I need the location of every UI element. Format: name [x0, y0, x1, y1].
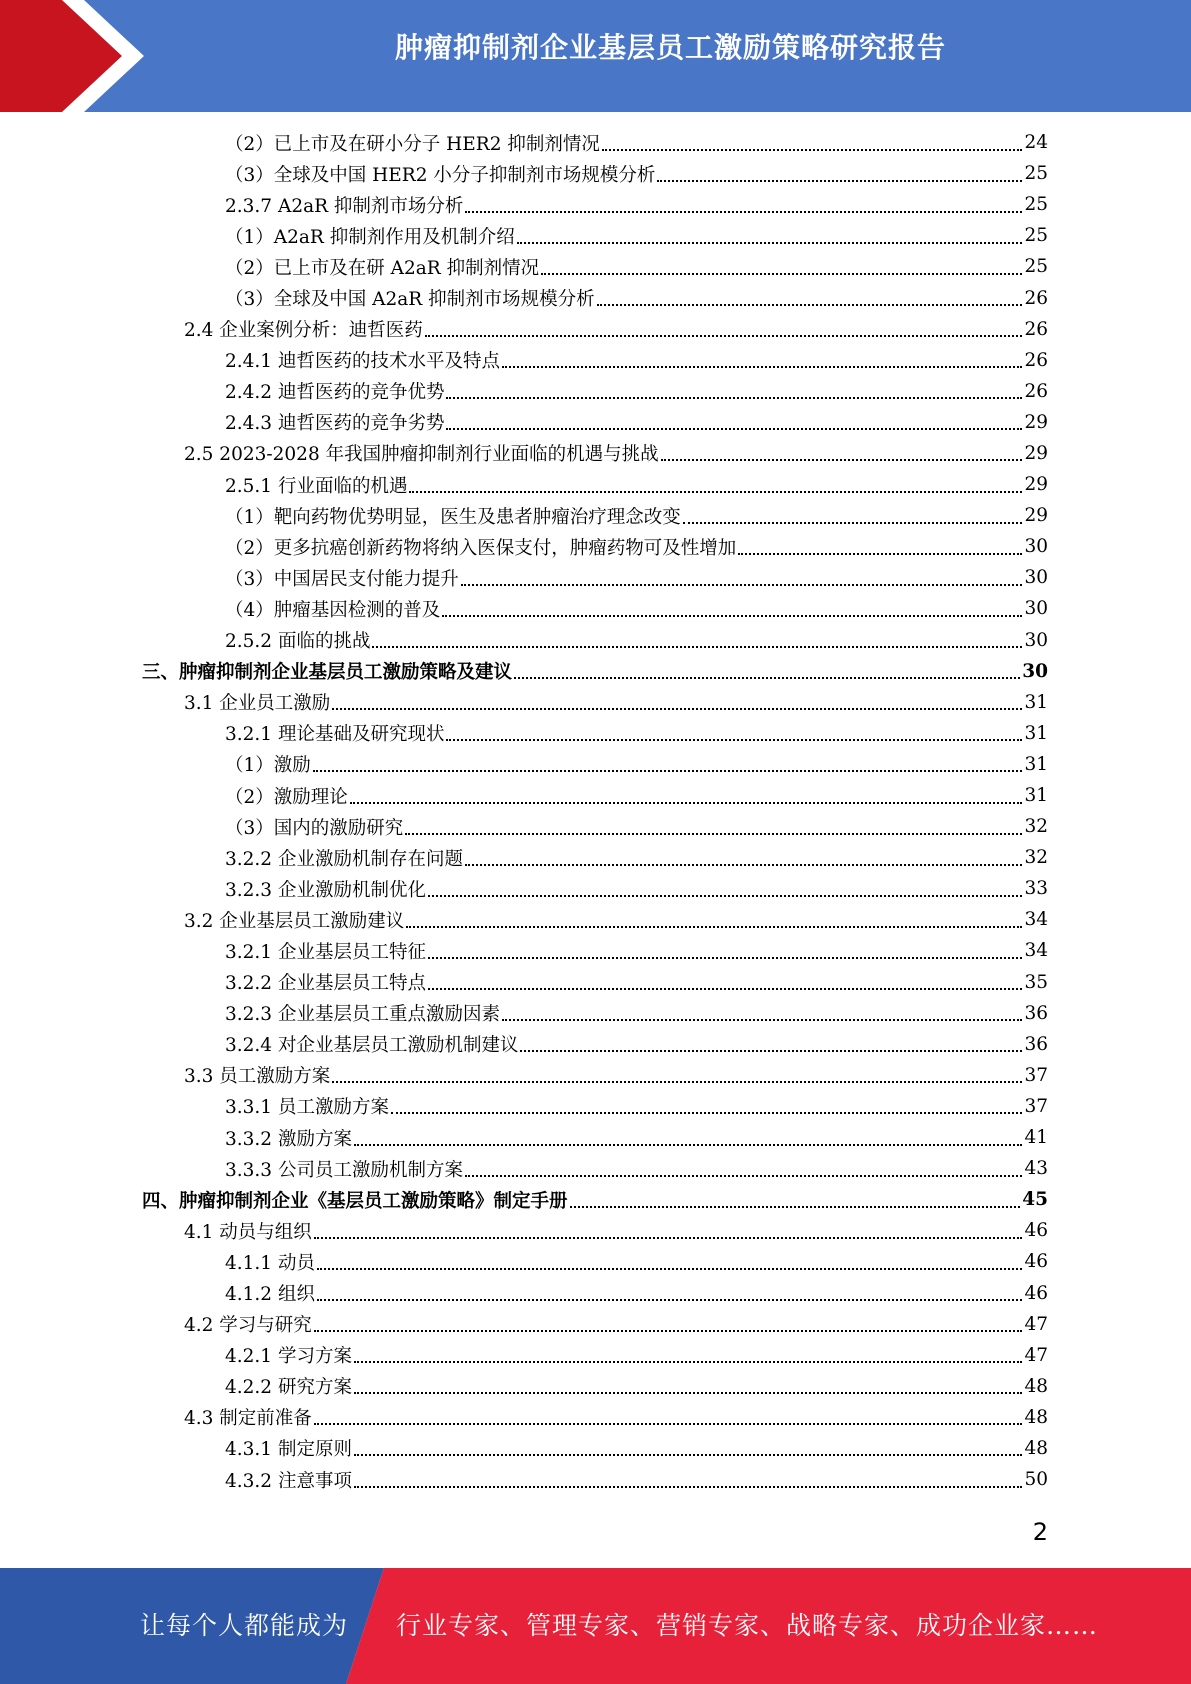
toc-entry-title: 2.4.1 迪哲医药的技术水平及特点 — [225, 351, 500, 373]
toc-dot-leader — [350, 802, 1023, 804]
toc-dot-leader — [657, 180, 1022, 182]
toc-entry[interactable] — [0, 904, 1191, 935]
toc-entry[interactable] — [0, 1215, 1191, 1246]
toc-dot-leader — [602, 149, 1023, 151]
toc-entry-page: 48 — [1024, 1406, 1048, 1428]
toc-entry[interactable] — [0, 1091, 1191, 1122]
toc-dot-leader — [354, 1392, 1023, 1394]
toc-entry[interactable] — [0, 562, 1191, 593]
toc-entry-title: 3.3.2 激励方案 — [225, 1128, 352, 1150]
toc-entry-page: 37 — [1024, 1095, 1048, 1117]
report-title: 肿瘤抑制剂企业基层员工激励策略研究报告 — [394, 31, 946, 64]
toc-dot-leader — [332, 708, 1022, 710]
toc-entry-page: 29 — [1024, 474, 1048, 496]
toc-entry-title: （1）A2aR 抑制剂作用及机制介绍 — [225, 226, 515, 248]
toc-entry[interactable] — [0, 531, 1191, 562]
toc-entry[interactable] — [0, 314, 1191, 345]
toc-dot-leader — [317, 1268, 1023, 1270]
toc-entry-page: 30 — [1024, 536, 1048, 558]
toc-entry-page: 46 — [1024, 1220, 1048, 1242]
toc-entry-title: 2.5 2023-2028 年我国肿瘤抑制剂行业面临的机遇与挑战 — [184, 444, 659, 466]
toc-dot-leader — [520, 1050, 1022, 1052]
toc-dot-leader — [405, 833, 1022, 835]
toc-entry-title: 4.2.1 学习方案 — [225, 1346, 352, 1368]
toc-entry-page: 45 — [1022, 1189, 1048, 1211]
toc-dot-leader — [502, 1019, 1022, 1021]
toc-dot-leader — [683, 522, 1023, 524]
toc-entry-title: 3.3 员工激励方案 — [184, 1066, 331, 1088]
toc-entry[interactable] — [0, 1277, 1191, 1308]
toc-entry-page: 24 — [1024, 132, 1048, 154]
toc-dot-leader — [446, 739, 1022, 741]
toc-entry[interactable] — [0, 1153, 1191, 1184]
toc-entry-page: 34 — [1024, 909, 1048, 931]
toc-entry-page: 26 — [1024, 318, 1048, 340]
toc-entry-page: 47 — [1024, 1313, 1048, 1335]
toc-entry-title: 3.3.3 公司员工激励机制方案 — [225, 1159, 463, 1181]
toc-entry-page: 32 — [1024, 816, 1048, 838]
toc-entry-page: 30 — [1022, 660, 1048, 682]
toc-entry[interactable] — [0, 469, 1191, 500]
toc-entry[interactable] — [0, 127, 1191, 158]
toc-dot-leader — [517, 242, 1023, 244]
toc-entry[interactable] — [0, 687, 1191, 718]
toc-entry-title: 4.1.1 动员 — [225, 1252, 315, 1274]
toc-entry[interactable] — [0, 1122, 1191, 1153]
toc-entry-page: 25 — [1024, 194, 1048, 216]
toc-entry-page: 31 — [1024, 753, 1048, 775]
toc-entry[interactable] — [0, 345, 1191, 376]
toc-entry-page: 31 — [1024, 691, 1048, 713]
toc-entry-title: 2.4.3 迪哲医药的竞争劣势 — [225, 413, 445, 435]
toc-entry[interactable] — [0, 376, 1191, 407]
toc-entry-page: 36 — [1024, 1033, 1048, 1055]
toc-entry[interactable] — [0, 1029, 1191, 1060]
toc-entry[interactable] — [0, 1464, 1191, 1495]
toc-dot-leader — [738, 553, 1022, 555]
toc-entry-title: 3.3.1 员工激励方案 — [225, 1097, 389, 1119]
toc-entry-page: 48 — [1024, 1437, 1048, 1459]
toc-entry-title: （2）更多抗癌创新药物将纳入医保支付，肿瘤药物可及性增加 — [225, 537, 737, 559]
toc-dot-leader — [372, 646, 1022, 648]
toc-dot-leader — [314, 1237, 1023, 1239]
toc-entry[interactable] — [0, 998, 1191, 1029]
toc-entry-title: （2）已上市及在研 A2aR 抑制剂情况 — [225, 257, 540, 279]
toc-entry-page: 41 — [1024, 1127, 1048, 1149]
page-header — [0, 0, 1191, 112]
toc-entry-title: 3.1 企业员工激励 — [184, 693, 331, 715]
toc-entry-page: 32 — [1024, 847, 1048, 869]
toc-entry[interactable] — [0, 438, 1191, 469]
toc-dot-leader — [313, 770, 1023, 772]
toc-entry[interactable] — [0, 625, 1191, 656]
toc-entry-title: 2.4.2 迪哲医药的竞争优势 — [225, 382, 445, 404]
toc-entry-page: 31 — [1024, 722, 1048, 744]
toc-dot-leader — [406, 926, 1022, 928]
toc-entry-title: 3.2 企业基层员工激励建议 — [184, 910, 405, 932]
toc-dot-leader — [354, 1486, 1023, 1488]
toc-entry[interactable] — [0, 189, 1191, 220]
toc-entry-page: 30 — [1024, 598, 1048, 620]
toc-entry-title: 4.2.2 研究方案 — [225, 1377, 352, 1399]
toc-dot-leader — [314, 1330, 1023, 1332]
toc-entry-page: 25 — [1024, 163, 1048, 185]
toc-entry-title: （3）中国居民支付能力提升 — [225, 568, 459, 590]
toc-dot-leader — [461, 584, 1023, 586]
toc-entry[interactable] — [0, 749, 1191, 780]
toc-entry-page: 29 — [1024, 442, 1048, 464]
toc-dot-leader — [428, 957, 1022, 959]
toc-entry-page: 29 — [1024, 411, 1048, 433]
toc-entry-title: 3.2.1 企业基层员工特征 — [225, 941, 426, 963]
toc-entry[interactable] — [0, 282, 1191, 313]
toc-entry-page: 30 — [1024, 567, 1048, 589]
toc-entry-title: 4.3.2 注意事项 — [225, 1470, 352, 1492]
toc-entry-title: 2.3.7 A2aR 抑制剂市场分析 — [225, 195, 464, 217]
toc-entry[interactable] — [0, 1433, 1191, 1464]
toc-entry-title: （3）全球及中国 HER2 小分子抑制剂市场规模分析 — [225, 164, 656, 186]
toc-entry-title: 3.2.4 对企业基层员工激励机制建议 — [225, 1035, 519, 1057]
toc-dot-leader — [465, 211, 1022, 213]
toc-entry[interactable] — [0, 1371, 1191, 1402]
toc-entry-title: 三、肿瘤抑制剂企业基层员工激励策略及建议 — [142, 662, 513, 684]
toc-entry[interactable] — [0, 873, 1191, 904]
toc-dot-leader — [391, 1112, 1022, 1114]
toc-dot-leader — [465, 864, 1022, 866]
toc-entry-title: （3）全球及中国 A2aR 抑制剂市场规模分析 — [225, 289, 595, 311]
toc-entry[interactable] — [0, 158, 1191, 189]
toc-entry-title: （2）激励理论 — [225, 786, 348, 808]
toc-entry[interactable] — [0, 1309, 1191, 1340]
toc-entry[interactable] — [0, 500, 1191, 531]
toc-entry-page: 26 — [1024, 287, 1048, 309]
toc-entry-title: 4.1.2 组织 — [225, 1284, 315, 1306]
page-footer — [0, 1568, 1191, 1684]
toc-entry-page: 25 — [1024, 256, 1048, 278]
toc-entry[interactable] — [0, 967, 1191, 998]
toc-entry[interactable] — [0, 1184, 1191, 1215]
toc-dot-leader — [661, 459, 1023, 461]
footer-slogan-left: 让每个人都能成为 — [140, 1611, 349, 1640]
toc-entry-page: 35 — [1024, 971, 1048, 993]
toc-dot-leader — [354, 1454, 1023, 1456]
toc-dot-leader — [317, 1299, 1023, 1301]
toc-entry-title: 4.2 学习与研究 — [184, 1315, 312, 1337]
toc-entry-title: 2.5.1 行业面临的机遇 — [225, 475, 408, 497]
toc-entry-title: （3）国内的激励研究 — [225, 817, 404, 839]
toc-entry-page: 50 — [1024, 1469, 1048, 1491]
toc-entry-title: （1）靶向药物优势明显，医生及患者肿瘤治疗理念改变 — [225, 506, 681, 528]
toc-entry-title: 4.3.1 制定原则 — [225, 1439, 352, 1461]
toc-entry[interactable] — [0, 220, 1191, 251]
toc-dot-leader — [465, 1175, 1022, 1177]
toc-entry-page: 30 — [1024, 629, 1048, 651]
toc-entry-page: 48 — [1024, 1375, 1048, 1397]
toc-entry-page: 34 — [1024, 940, 1048, 962]
toc-dot-leader — [428, 895, 1022, 897]
toc-dot-leader — [541, 273, 1022, 275]
toc-entry[interactable] — [0, 1402, 1191, 1433]
toc-dot-leader — [570, 1206, 1021, 1208]
table-of-contents — [0, 127, 1191, 1495]
page-number: 2 — [1032, 1518, 1048, 1546]
toc-entry-page: 31 — [1024, 785, 1048, 807]
toc-entry-title: 3.2.3 企业激励机制优化 — [225, 879, 426, 901]
toc-entry[interactable] — [0, 718, 1191, 749]
toc-entry-page: 36 — [1024, 1002, 1048, 1024]
toc-entry-title: 四、肿瘤抑制剂企业《基层员工激励策略》制定手册 — [142, 1190, 568, 1212]
toc-dot-leader — [409, 491, 1022, 493]
toc-entry[interactable] — [0, 842, 1191, 873]
toc-dot-leader — [354, 1361, 1023, 1363]
toc-dot-leader — [446, 397, 1022, 399]
toc-entry-title: （4）肿瘤基因检测的普及 — [225, 599, 441, 621]
toc-entry-title: 3.2.2 企业基层员工特点 — [225, 973, 426, 995]
toc-dot-leader — [502, 366, 1022, 368]
toc-dot-leader — [354, 1144, 1023, 1146]
toc-entry-title: 4.3 制定前准备 — [184, 1408, 312, 1430]
toc-entry-page: 26 — [1024, 349, 1048, 371]
toc-entry-page: 46 — [1024, 1251, 1048, 1273]
toc-entry[interactable] — [0, 935, 1191, 966]
toc-dot-leader — [514, 677, 1020, 679]
toc-entry[interactable] — [0, 251, 1191, 282]
toc-dot-leader — [446, 428, 1022, 430]
toc-entry-title: 3.2.1 理论基础及研究现状 — [225, 724, 445, 746]
toc-entry-title: （1）激励 — [225, 755, 311, 777]
toc-entry[interactable] — [0, 593, 1191, 624]
toc-entry-page: 37 — [1024, 1064, 1048, 1086]
toc-entry[interactable] — [0, 656, 1191, 687]
toc-dot-leader — [428, 988, 1022, 990]
toc-entry-title: 3.2.3 企业基层员工重点激励因素 — [225, 1004, 500, 1026]
toc-entry[interactable] — [0, 407, 1191, 438]
toc-entry-page: 46 — [1024, 1282, 1048, 1304]
footer-slogan-right: 行业专家、管理专家、营销专家、战略专家、成功企业家…… — [396, 1611, 1099, 1640]
toc-dot-leader — [314, 1423, 1023, 1425]
toc-entry-title: 4.1 动员与组织 — [184, 1221, 312, 1243]
toc-entry[interactable] — [0, 780, 1191, 811]
toc-dot-leader — [442, 615, 1022, 617]
toc-dot-leader — [332, 1081, 1022, 1083]
toc-entry[interactable] — [0, 1060, 1191, 1091]
toc-entry-page: 25 — [1024, 225, 1048, 247]
toc-entry-page: 29 — [1024, 505, 1048, 527]
toc-entry-page: 43 — [1024, 1158, 1048, 1180]
toc-dot-leader — [425, 335, 1023, 337]
toc-entry-page: 33 — [1024, 878, 1048, 900]
toc-entry-title: （2）已上市及在研小分子 HER2 抑制剂情况 — [225, 133, 600, 155]
toc-dot-leader — [597, 304, 1023, 306]
toc-entry-title: 2.5.2 面临的挑战 — [225, 631, 371, 653]
toc-entry-title: 2.4 企业案例分析：迪哲医药 — [184, 320, 423, 342]
toc-entry[interactable] — [0, 1246, 1191, 1277]
toc-entry[interactable] — [0, 811, 1191, 842]
toc-entry[interactable] — [0, 1340, 1191, 1371]
toc-entry-page: 26 — [1024, 380, 1048, 402]
toc-entry-title: 3.2.2 企业激励机制存在问题 — [225, 848, 463, 870]
toc-entry-page: 47 — [1024, 1344, 1048, 1366]
